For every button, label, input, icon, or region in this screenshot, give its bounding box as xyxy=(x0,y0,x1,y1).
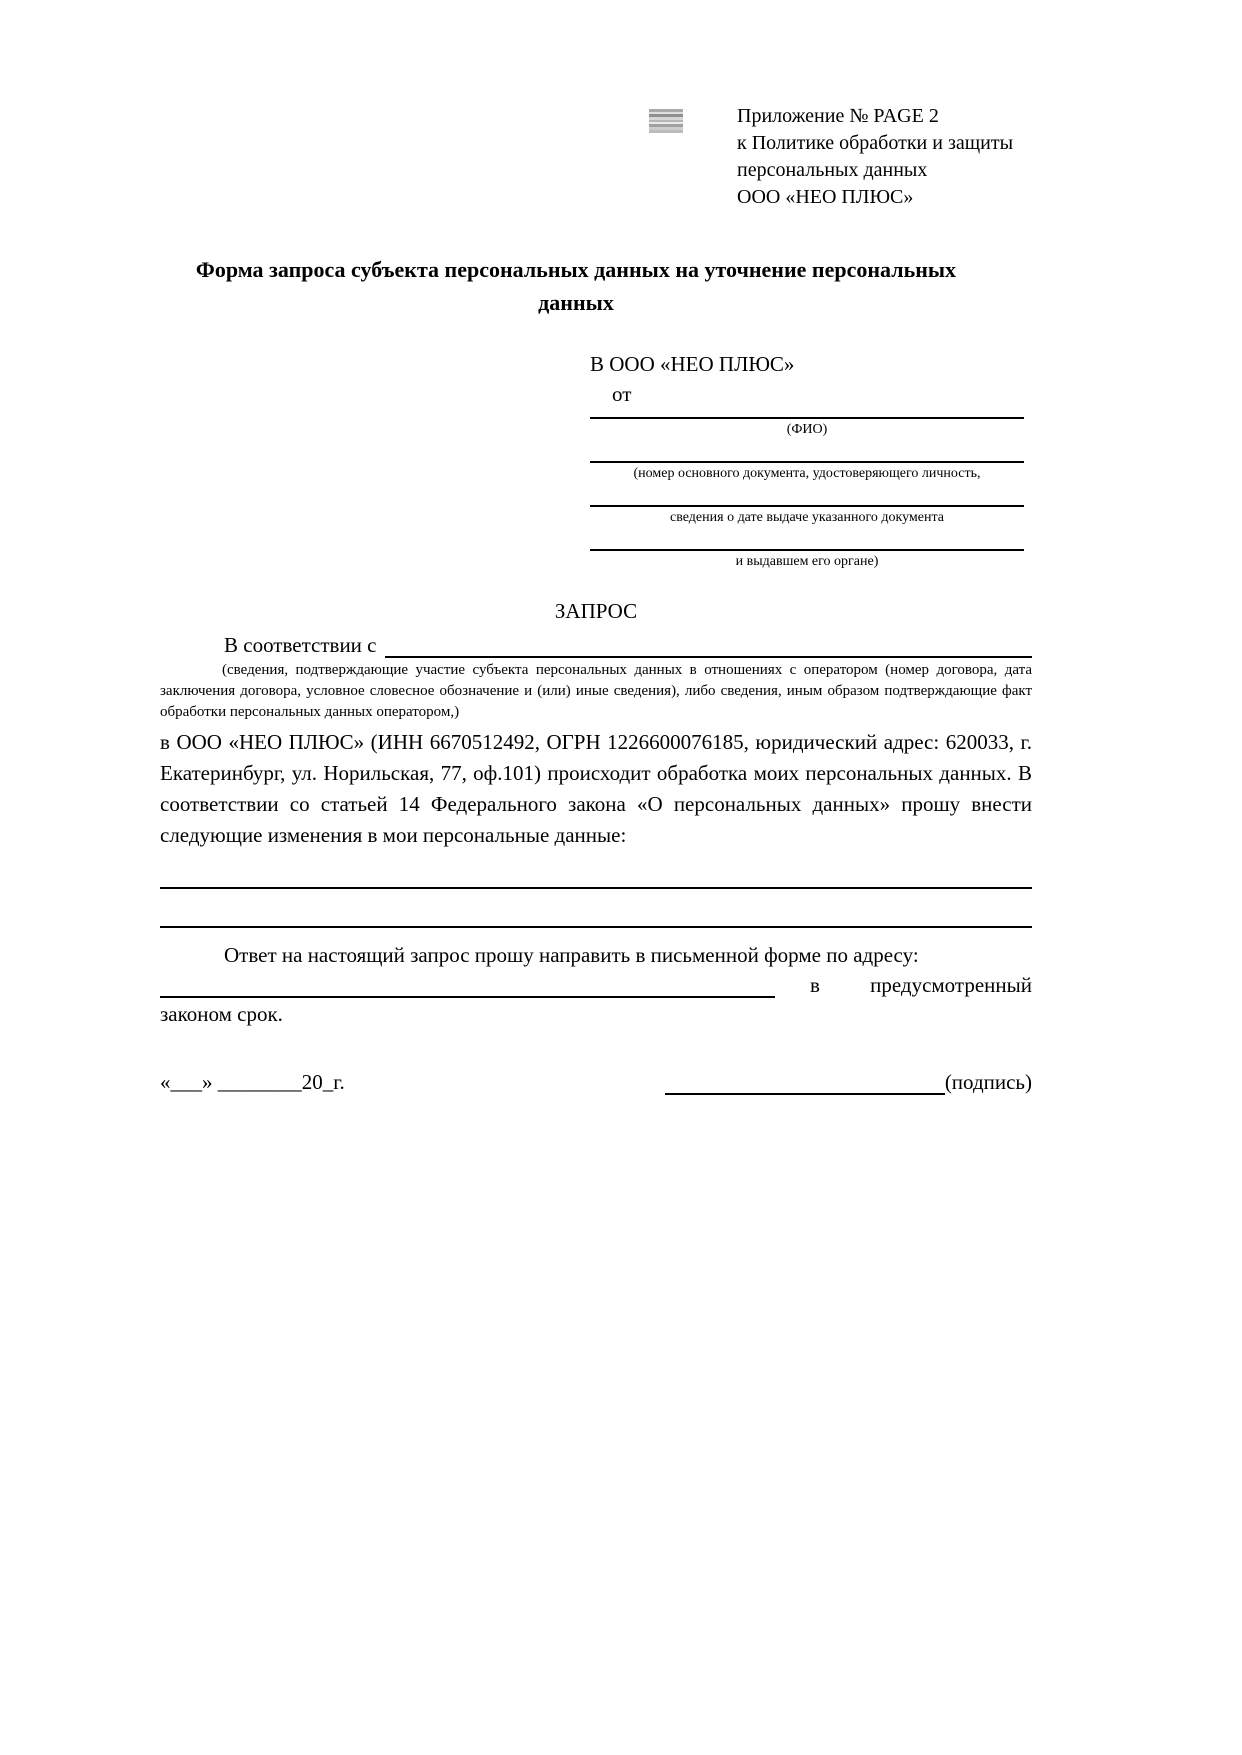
appendix-header-line: персональных данных xyxy=(737,159,928,181)
response-address-row xyxy=(160,972,1032,998)
addressee-block xyxy=(590,352,1024,577)
signature-group xyxy=(665,1069,1032,1095)
law-term-line: законом срок. xyxy=(160,1002,283,1026)
accordance-blank-line xyxy=(385,632,1033,658)
small-print-note: (сведения, подтверждающие участие субъекта персональных данных в отношениях с оператором (номер договора, дата заключения договора, условное словесное обозначение и (или) иные сведения), либо сведения, иным образом подтверждающие факт обработки персональных данных оператором,) xyxy=(160,662,1032,720)
issuing-authority-caption: и выдавшем его органе) xyxy=(735,554,879,569)
document-number-field xyxy=(590,445,1024,489)
date-line: «___» ________20_г. xyxy=(160,1070,345,1094)
appendix-header-line: ООО «НЕО ПЛЮС» xyxy=(737,186,914,208)
appendix-header-line: к Политике обработки и защиты xyxy=(737,132,1014,154)
signature-caption: (подпись) xyxy=(944,1070,1032,1094)
request-body: в ООО «НЕО ПЛЮС» (ИНН 6670512492, ОГРН 1226600076185, юридический адрес: 620033, г. Екатеринбург, ул. Норильская, 77, оф.101) происходит обработка моих персональных данных. В соответствии со статьей 14 Федерального закона «О персональных данных» прошу внести следующие изменения в мои персональные данные: xyxy=(160,730,1032,847)
addressee-to: В ООО «НЕО ПЛЮС» xyxy=(590,352,795,376)
document-number-caption: (номер основного документа, удостоверяющего личность, xyxy=(633,466,981,481)
document-title: Форма запроса субъекта персональных данных на уточнение персональных данных xyxy=(195,257,957,315)
fio-field xyxy=(590,407,1024,445)
changes-blank-line-1 xyxy=(160,851,1032,889)
accordance-line xyxy=(160,632,1032,658)
tail-word-v: в xyxy=(810,973,820,997)
issuing-authority-blank-line xyxy=(590,533,1024,551)
tail-word-predusmotrennyi: предусмотренный xyxy=(870,973,1032,997)
changes-blank-line-2 xyxy=(160,889,1032,928)
request-heading: ЗАПРОС xyxy=(554,599,638,623)
address-blank-line xyxy=(160,972,775,998)
issuing-authority-field xyxy=(590,533,1024,577)
header xyxy=(160,103,1032,223)
issue-date-field xyxy=(590,489,1024,533)
signature-blank-line xyxy=(665,1069,945,1095)
document-page xyxy=(160,0,1032,1755)
issue-date-blank-line xyxy=(590,489,1024,507)
document-number-blank-line xyxy=(590,445,1024,463)
date-signature-row xyxy=(160,1069,1032,1095)
appendix-header-line: Приложение № PAGE 2 xyxy=(737,105,939,127)
response-paragraph: Ответ на настоящий запрос прошу направить в письменной форме по адресу: xyxy=(224,943,919,967)
issue-date-caption: сведения о дате выдаче указанного документа xyxy=(670,510,944,525)
embedded-thumbnail-image xyxy=(649,109,683,133)
fio-caption: (ФИО) xyxy=(786,422,828,437)
appendix-header xyxy=(737,103,1037,211)
accordance-label: В соответствии с xyxy=(224,633,377,657)
addressee-from-label: от xyxy=(612,382,632,406)
fio-blank-line xyxy=(590,407,1024,419)
